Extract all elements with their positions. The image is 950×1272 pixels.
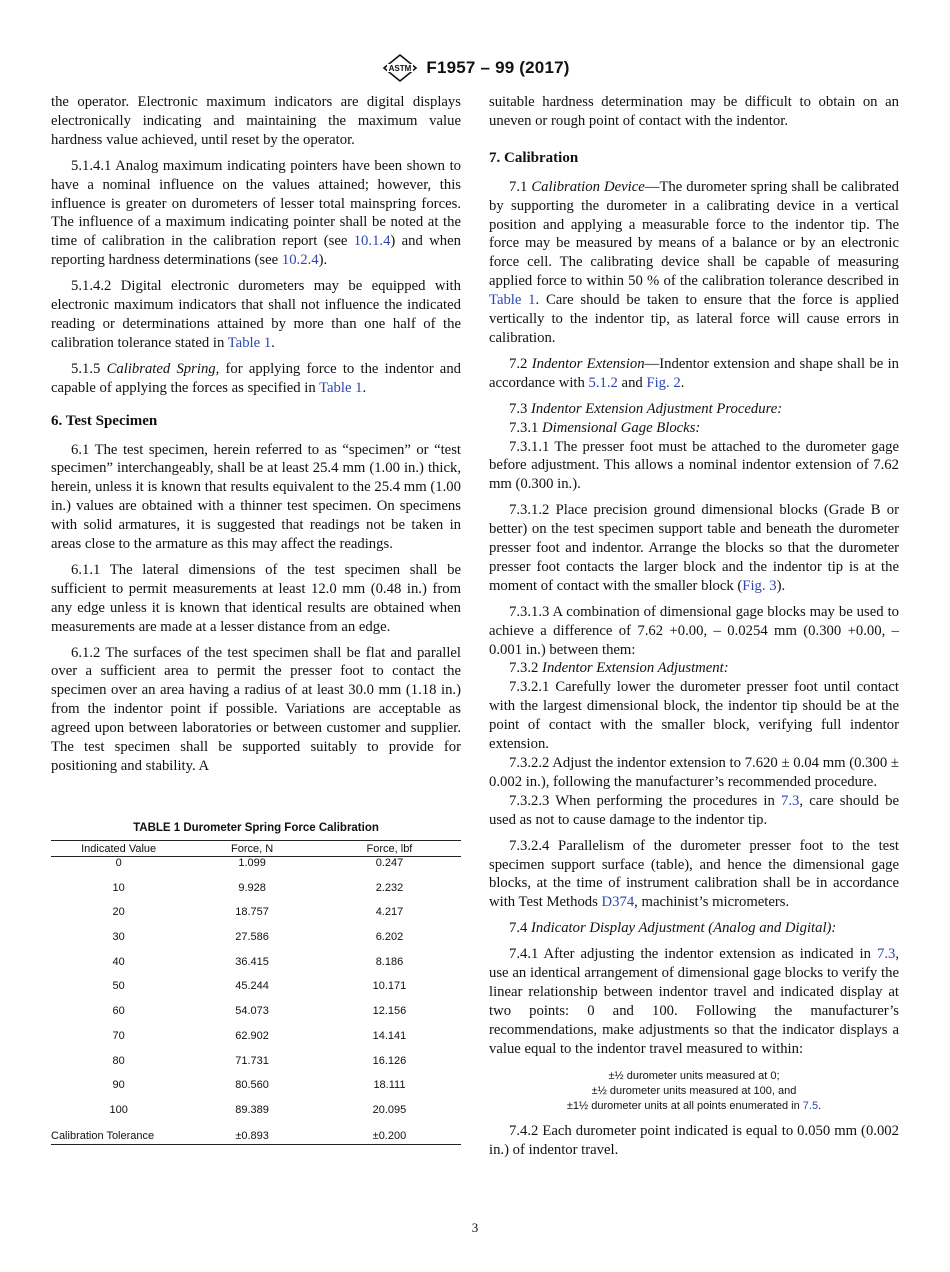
astm-logo-icon: [380, 52, 420, 84]
paragraph: 6.1.2 The surfaces of the test specimen shall be flat and parallel over a sufficient area to permit the presser foot to contact the specimen over an area having a radius of at least 30.0 mm (1.18 in.) from the indentor point if possible. Variations are acceptable as agreed upon between laboratories or between customer and supplier. The test specimen shall be supported suitably to provide for positioning and stability. A: [51, 644, 461, 774]
table-row: [51, 906, 461, 931]
table-cell: 12.156: [372, 1005, 407, 1018]
table-title: TABLE 1 Durometer Spring Force Calibration: [133, 822, 379, 834]
paragraph: 7.2 Indentor Extension—Indentor extension and shape shall be in accordance with 5.1.2 and Fig. 2.: [489, 355, 899, 391]
table-cell: 16.126: [372, 1054, 407, 1067]
table-cell: 80.560: [235, 1079, 269, 1092]
paragraph: 7.3.2.1 Carefully lower the durometer presser foot until contact with the largest dimensional block, the indentor tip should be at the point of contact with the smaller block, verifying full indentor extension.: [489, 679, 899, 753]
table-cell: 27.586: [235, 931, 269, 944]
table-cell: 90: [112, 1079, 125, 1092]
paragraph: 7.4.2 Each durometer point indicated is equal to 0.050 mm (0.002 in.) of indentor travel.: [489, 1122, 899, 1158]
section-heading: 7. Calibration: [489, 149, 579, 166]
paragraph: 7.3.2.2 Adjust the indentor extension to 7.620 ± 0.04 mm (0.300 ± 0.002 in.), following the manufacturer’s recommended procedure.: [489, 755, 899, 790]
table-cell: 71.731: [235, 1054, 269, 1067]
paragraph: 7.4 Indicator Display Adjustment (Analog and Digital):: [509, 920, 837, 937]
table-cell: 70: [112, 1029, 125, 1042]
document-designation: F1957 – 99 (2017): [426, 58, 570, 77]
table-row: [51, 980, 461, 1005]
paragraph: 7.3.1 Dimensional Gage Blocks:: [509, 419, 701, 436]
paragraph: 7.3 Indentor Extension Adjustment Procedure:: [509, 400, 783, 417]
table-cell: Calibration Tolerance: [51, 1129, 186, 1145]
table-cell: 80: [112, 1054, 125, 1067]
table-cell: 8.186: [375, 955, 404, 968]
table-cell: 2.232: [375, 881, 404, 894]
section-link[interactable]: 7.3: [876, 946, 896, 963]
column-header: Indicated Value: [51, 841, 186, 857]
list-item: ±½ durometer units measured at 0;: [608, 1069, 780, 1082]
table-cell: ±0.893: [186, 1129, 318, 1145]
calibration-table: [51, 822, 461, 1145]
table-cell: 0: [115, 857, 122, 869]
force-table: [51, 840, 461, 1145]
page-number: 3: [471, 1220, 479, 1235]
table-cell: 62.902: [235, 1029, 269, 1042]
logo-text: ASTM: [389, 64, 412, 73]
standard-link[interactable]: D374: [601, 894, 635, 911]
table-cell: 40: [112, 955, 125, 968]
paragraph: 7.3.1.3 A combination of dimensional gage blocks may be used to achieve a difference of 7.62 +0.00, – 0.0254 mm (0.300 +0.00, –0.001 in.) between them:: [489, 603, 899, 658]
table-cell: 4.217: [375, 906, 404, 919]
section-link[interactable]: 5.1.2: [588, 374, 618, 391]
table-header-row: [51, 841, 461, 857]
table-row: [51, 931, 461, 956]
column-header: Force, lbf: [318, 841, 461, 857]
paragraph: 7.3.2.3 When performing the procedures in 7.3, care should be used as not to cause damage to the indentor tip.: [489, 792, 899, 828]
table-row: [51, 1079, 461, 1104]
paragraph: the operator. Electronic maximum indicators are digital displays electronically indicating and maintaining the maximum value hardness value achieved, until reset by the operator.: [51, 94, 461, 148]
table-link[interactable]: Table 1: [489, 292, 536, 309]
section-heading: 6. Test Specimen: [51, 412, 158, 429]
paragraph: 7.3.2 Indentor Extension Adjustment:: [509, 660, 729, 677]
table-cell: 89.389: [235, 1103, 269, 1116]
section-link[interactable]: 10.1.4: [353, 233, 391, 250]
table-row: [51, 1030, 461, 1055]
paragraph: suitable hardness determination may be difficult to obtain on an uneven or rough point of contact with the indentor.: [489, 94, 899, 129]
table-cell: 10: [112, 881, 125, 894]
table-cell: 60: [112, 1005, 125, 1018]
list-item: ±1½ durometer units at all points enumerated in 7.5.: [566, 1099, 822, 1112]
table-cell: 54.073: [235, 1005, 269, 1018]
tolerance-row: [51, 1129, 461, 1145]
table-row: [51, 882, 461, 907]
table-cell: 14.141: [372, 1029, 407, 1042]
list-item: ±½ durometer units measured at 100, and: [591, 1084, 797, 1097]
figure-link[interactable]: Fig. 2: [646, 374, 681, 391]
table-cell: 45.244: [235, 980, 269, 993]
column-header: Force, N: [186, 841, 318, 857]
table-cell: 20: [112, 906, 125, 919]
paragraph: 6.1.1 The lateral dimensions of the test specimen shall be sufficient to permit measurements at least 12.0 mm (0.48 in.) from any edge unless it is known that identical results are obtained when measurements are made at a lesser distance from an edge.: [51, 561, 461, 635]
table-link[interactable]: Table 1: [319, 379, 363, 396]
table-cell: 36.415: [235, 955, 269, 968]
section-link[interactable]: 10.2.4: [281, 252, 319, 269]
table-cell: ±0.200: [318, 1129, 461, 1145]
paragraph: 6.1 The test specimen, herein referred to as “specimen” or “test specimen” interchangeably, shall be at least 25.4 mm (1.00 in.) thick, herein, unless it is known that results equivalent to the 25.4 mm (1.00 in.) values are obtained with a thinner test specimen. On specimens with solid armatures, it is suggested that readings not be taken in areas close to the armature as this may affect the readings.: [51, 441, 461, 553]
table-link[interactable]: Table 1: [227, 334, 272, 351]
table-cell: 1.099: [238, 857, 266, 869]
table-row: [51, 857, 461, 882]
table-cell: 9.928: [238, 881, 266, 894]
table-cell: 6.202: [375, 931, 404, 944]
table-row: [51, 1104, 461, 1129]
paragraph: 7.3.1.2 Place precision ground dimensional blocks (Grade B or better) on the test specimen support table and beneath the durometer presser foot and indentor. Arrange the blocks so that the durometer presser foot contacts the larger block and the indentor tip is at the moment of contact with the smaller block (Fig. 3).: [489, 502, 899, 594]
table-cell: 100: [109, 1103, 128, 1116]
table-row: [51, 1005, 461, 1030]
figure-link[interactable]: Fig. 3: [742, 577, 777, 594]
paragraph: 7.3.1.1 The presser foot must be attached to the durometer gage before adjustment. This allows a nominal indentor extension of 7.62 mm (0.300 in.).: [489, 438, 899, 493]
table-cell: 30: [112, 931, 125, 944]
table-row: [51, 1055, 461, 1080]
paragraph: 7.4.1 After adjusting the indentor extension as indicated in 7.3, use an identical arrangement of dimensional gage blocks to verify the linear relationship between indentor travel and indicated display at two points: 0 and 100. Following the manufacturer’s recommendations, make adjustments so that the indicator displays a value equal to the indentor travel measured to within:: [489, 946, 899, 1057]
paragraph: 7.1 Calibration Device—The durometer spring shall be calibrated by supporting the durometer in a calibrating device in a vertical position and applying a measurable force to the indentor tip. The force may be measured by means of a balance or by an electronic force cell. The calibrating device shall be capable of measuring applied force to within 50 % of the calibration tolerance described in Table 1. Care should be taken to ensure that the force is applied vertically to the indentor tip, as lateral force will cause errors in calibration.: [489, 178, 899, 346]
left-column: [51, 93, 461, 776]
paragraph: 5.1.4.1 Analog maximum indicating pointers have been shown to have a nominal influence on the values attained; however, this influence is greater on durometers of lesser total mainspring forces. The influence of a maximum indicating pointer shall be noted at the time of calibration in the calibration report (see 10.1.4) and when reporting hardness determinations (see 10.2.4).: [51, 157, 461, 269]
section-link[interactable]: 7.5: [802, 1099, 819, 1112]
section-link[interactable]: 7.3: [781, 792, 800, 809]
page-header: [0, 50, 950, 86]
tolerance-list: [489, 1069, 899, 1114]
table-cell: 18.111: [373, 1079, 406, 1092]
table-cell: 20.095: [372, 1103, 407, 1116]
paragraph: 5.1.4.2 Digital electronic durometers may be equipped with electronic maximum indicators that shall not influence the indicated reading or determinations attained by more than one half of the calibration tolerance stated in Table 1.: [51, 278, 461, 351]
table-cell: 18.757: [235, 906, 269, 919]
paragraph: 7.3.2.4 Parallelism of the durometer presser foot to the test specimen support surface (table), and hence the dimensional gage blocks, at the time of instrument calibration shall be in accordance with Test Methods D374, machinist’s micrometers.: [489, 837, 899, 911]
table-cell: 50: [112, 980, 125, 993]
table-row: [51, 956, 461, 981]
table-cell: 10.171: [372, 980, 407, 993]
table-cell: 0.247: [375, 857, 404, 869]
right-column: [489, 93, 899, 1159]
paragraph: 5.1.5 Calibrated Spring, for applying force to the indentor and capable of applying the forces as specified in Table 1.: [51, 360, 462, 396]
